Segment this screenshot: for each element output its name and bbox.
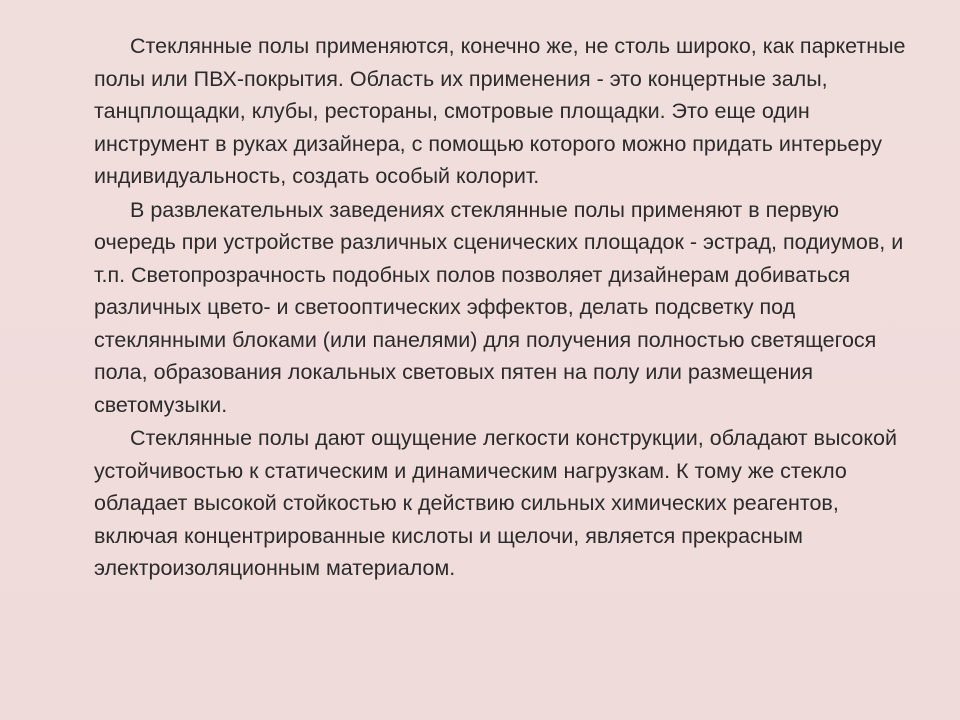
paragraph-glass-floors-usage: Стеклянные полы применяются, конечно же, не столь широко, как паркетные полы или ПВХ-покрытия. Область их применения - это концертные залы, танцплощадки, клубы, рестораны, смотровые площадки. Это еще один инструмент в руках дизайнера, с помощью которого можно придать интерьеру индивидуальность, создать особый колорит. bbox=[94, 34, 906, 188]
paragraph-entertainment-venues: В развлекательных заведениях стеклянные полы применяют в первую очередь при устройстве различных сценических площадок - эстрад, подиумов, и т.п. Светопрозрачность подобных полов позволяет дизайнерам добиваться различных цвето- и светооптических эффектов, делать подсветку под стеклянными блоками (или панелями) для получения полностью светящегося пола, образования локальных световых пятен на полу или размещения светомузыки. bbox=[94, 197, 904, 417]
slide-text-body bbox=[94, 30, 914, 585]
paragraph-glass-properties: Стеклянные полы дают ощущение легкости конструкции, обладают высокой устойчивостью к статическим и динамическим нагрузкам. К тому же стекло обладает высокой стойкостью к действию сильных химических реагентов, включая концентрированные кислоты и щелочи, является прекрасным электроизоляционным материалом. bbox=[94, 426, 897, 580]
